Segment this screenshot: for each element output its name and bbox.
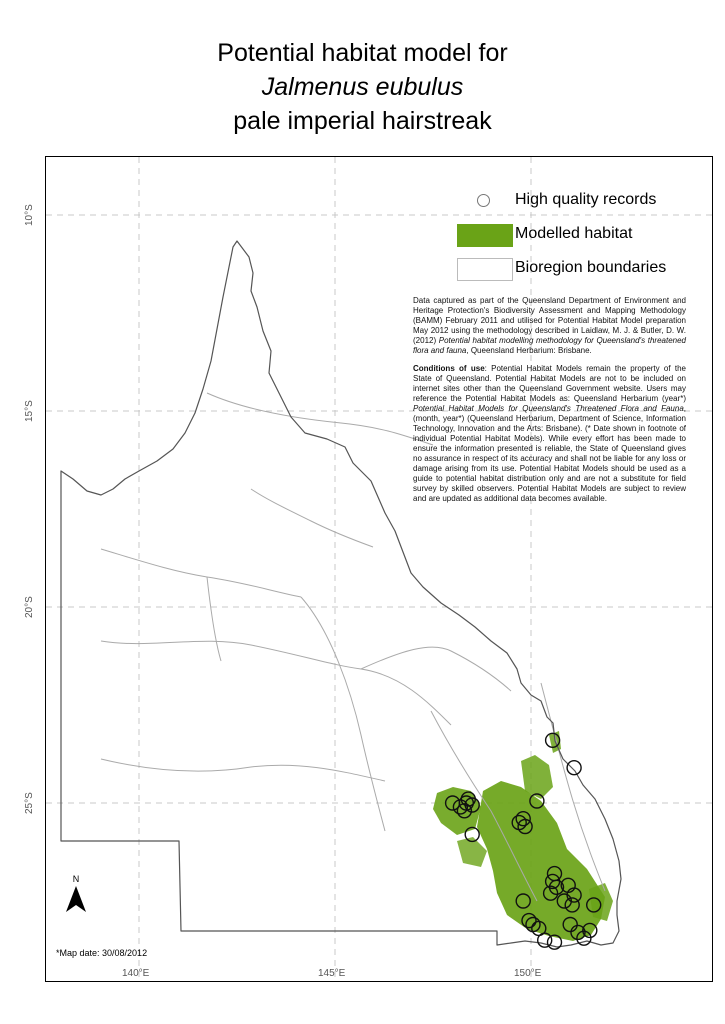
legend [455,190,705,292]
bioregion-line-6 [101,759,385,781]
map-notes [413,296,686,512]
habitat-swatch-icon [457,224,513,247]
title-common-name: pale imperial hairstreak [233,107,492,135]
lat-label-25s: 25°S [24,792,35,814]
lat-label-10s: 10°S [24,204,35,226]
conditions-citation: Potential Habitat Models for Queensland's Threatened Flora and Fauna [413,404,684,413]
north-letter: N [72,874,80,884]
north-arrow [64,874,88,919]
legend-records-label: High quality records [515,191,657,208]
conditions-note [413,364,686,504]
conditions-heading: Conditions of use [413,364,485,373]
boundary-swatch-icon [457,258,513,281]
record-marker [548,935,562,949]
legend-habitat-label: Modelled habitat [515,225,633,242]
map-title [0,36,725,138]
lon-label-150e: 150°E [514,968,542,979]
record-circle-icon [477,194,490,207]
lat-label-15s: 15°S [24,400,35,422]
legend-item-records [455,190,705,224]
data-source-citation: Potential habitat modelling methodology for Queensland's threatened flora and fauna [413,336,686,355]
data-source-note [413,296,686,356]
lon-label-145e: 145°E [318,968,346,979]
bioregion-line-5 [361,647,511,691]
north-arrow-icon [64,884,88,914]
data-source-text: Data captured as part of the Queensland Department of Environment and Heritage Protection's Biodiversity Assessment and Mapping Methodology (BAMM) February 2011 and utilised for Potential Habitat Model preparation May 2012 using the methodology described in Laidlaw, M. J. & Butler, D. W. (2012) [413,296,686,345]
bioregion-line-9 [251,489,373,547]
conditions-text-1: : Potential Habitat Models remain the property of the State of Queensland. Potential Habitat Models are not to be included on internet sites other than the Queensland Government website. Users may reference the Potential Habitat Models as: Queensland Herbarium (year*) [413,364,686,403]
legend-boundaries-label: Bioregion boundaries [515,259,667,276]
title-species-name: Jalmenus eubulus [261,73,464,101]
bioregion-line-4 [301,597,385,831]
habitat-patch-central [477,781,605,941]
legend-item-habitat [455,224,705,258]
bioregion-line-2 [101,549,301,597]
bioregion-line-7 [207,577,221,661]
map-date: *Map date: 30/08/2012 [56,948,148,958]
lat-label-20s: 20°S [24,596,35,618]
lon-label-140e: 140°E [122,968,150,979]
conditions-text-2: , (month, year*) (Queensland Herbarium, Department of Science, Information Technology, Innovation and the Arts: Brisbane). (* Date shown in footnote of individual Potential Habitat Models). While every effort has been made to ensure the information presented is reliable, the State of Queensland gives no assurance in respect of its accuracy and shall not be liable for any loss or damage arising from its use. Potential Habitat Models should be used as a guide to potential habitat distribution only and are not a substitute for field survey by skilled observers. Potential Habitat Models are subject to review and are updated as additional data becomes available. [413,404,686,503]
legend-item-boundaries [455,258,705,292]
record-marker [567,761,581,775]
record-marker [538,933,552,947]
data-source-publisher: , Queensland Herbarium: Brisbane. [466,346,592,355]
title-line-1: Potential habitat model for [217,39,508,67]
